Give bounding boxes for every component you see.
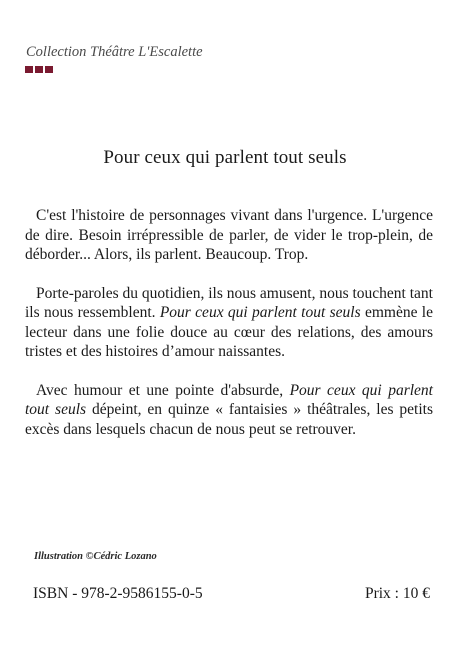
price: Prix : 10 € [364,585,430,602]
collection-name: Collection Théâtre L'Escalette [26,44,203,60]
paragraph-2-title: Pour ceux qui parlent tout seuls [159,304,361,321]
paragraph-3-end: dépeint, en quinze « fantaisies » théâtrales, les petits excès dans lesquels chacun de nous peut se retrouver. [25,401,434,438]
book-title: Pour ceux qui parlent tout seuls [103,147,347,168]
paragraph-1: C'est l'histoire de personnages vivant dans l'urgence. L'urgence de dire. Besoin irrépressible de parler, de vider le trop-plein, de déborder... Alors, ils parlent. Beaucoup. Trop. [25,207,433,263]
collection-logo [25,66,53,73]
back-cover-text [25,206,433,458]
paragraph-2-start: Porte-paroles du quotidien, ils nous amusent, nous touchent tant ils nous ressemblent. [25,284,433,321]
paragraph-3 [25,381,433,440]
footer [33,585,430,603]
illustration-credit: Illustration ©Cédric Lozano [34,551,157,562]
logo-square [25,66,33,73]
paragraph-2 [25,284,433,362]
paragraph-2-end: emmène le lecteur dans une folie douce au cœur des relations, des amours tristes et des histoires d’amour naissantes. [25,304,433,360]
isbn: ISBN - 978-2-9586155-0-5 [33,585,203,602]
logo-square [35,66,43,73]
logo-square [45,66,53,73]
paragraph-3-start: Avec humour et une pointe d'absurde, [36,381,290,399]
paragraph-3-title: Pour ceux qui parlent tout seuls [25,381,433,418]
